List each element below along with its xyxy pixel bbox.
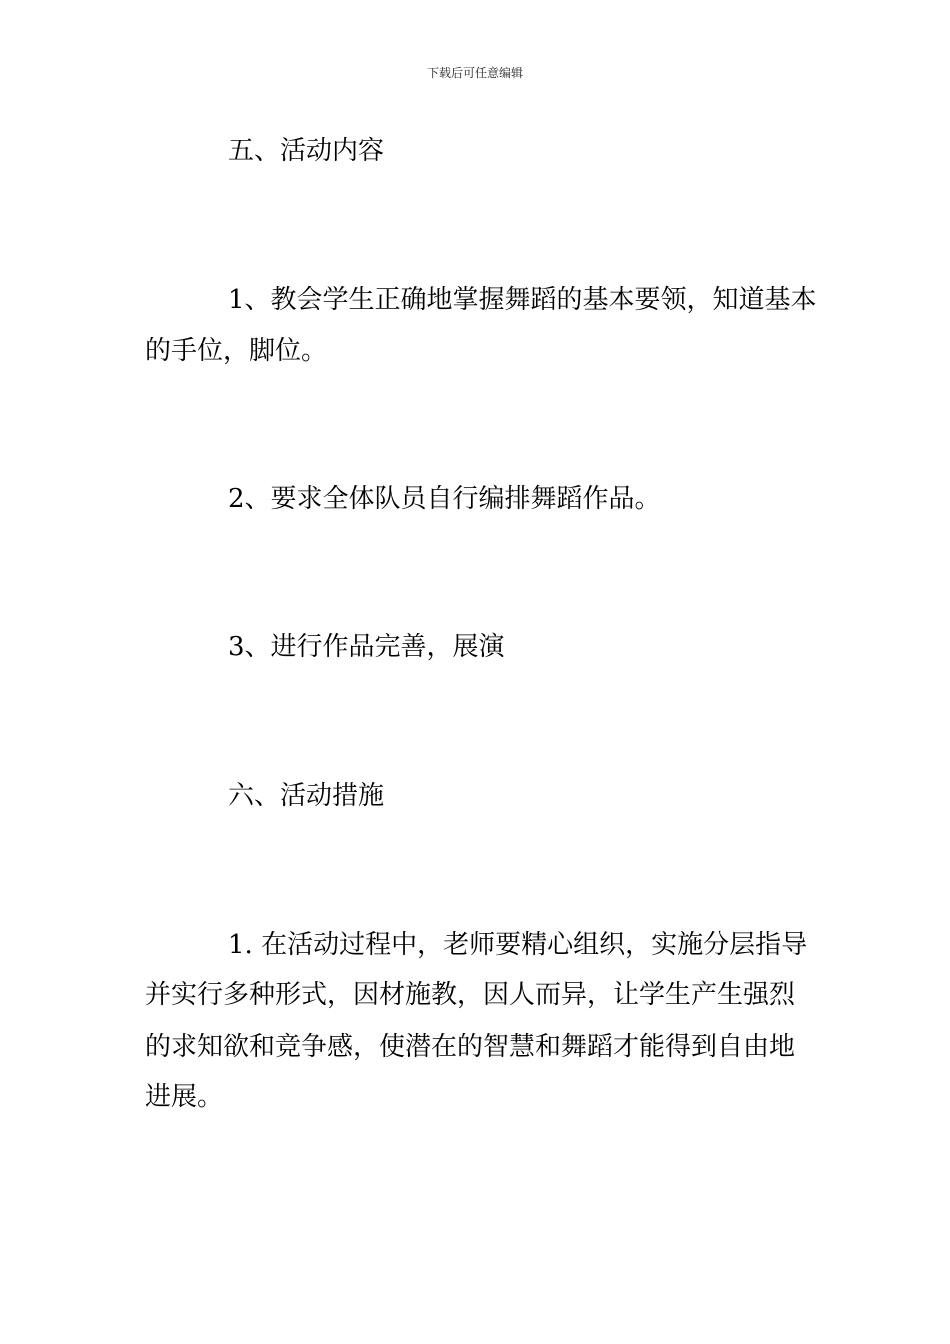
section-6-heading: 六、活动措施 (228, 781, 385, 811)
content-item-2: 2、要求全体队员自行编排舞蹈作品。 (228, 484, 661, 514)
measure-1-line-1: 1. 在活动过程中，老师要精心组织，实施分层指导 (228, 930, 808, 960)
measure-1-line-4: 进展。 (145, 1082, 224, 1112)
page-header-note: 下载后可任意编辑 (426, 66, 523, 80)
section-5-heading: 五、活动内容 (228, 136, 385, 166)
content-item-1-line-1: 1、教会学生正确地掌握舞蹈的基本要领，知道基本 (228, 285, 817, 315)
measure-1-line-3: 的求知欲和竞争感，使潜在的智慧和舞蹈才能得到自由地 (145, 1032, 796, 1062)
measure-1-line-2: 并实行多种形式，因材施教，因人而异，让学生产生强烈 (145, 980, 796, 1010)
content-item-3: 3、进行作品完善，展演 (228, 632, 505, 662)
content-item-1-line-2: 的手位，脚位。 (145, 336, 328, 366)
